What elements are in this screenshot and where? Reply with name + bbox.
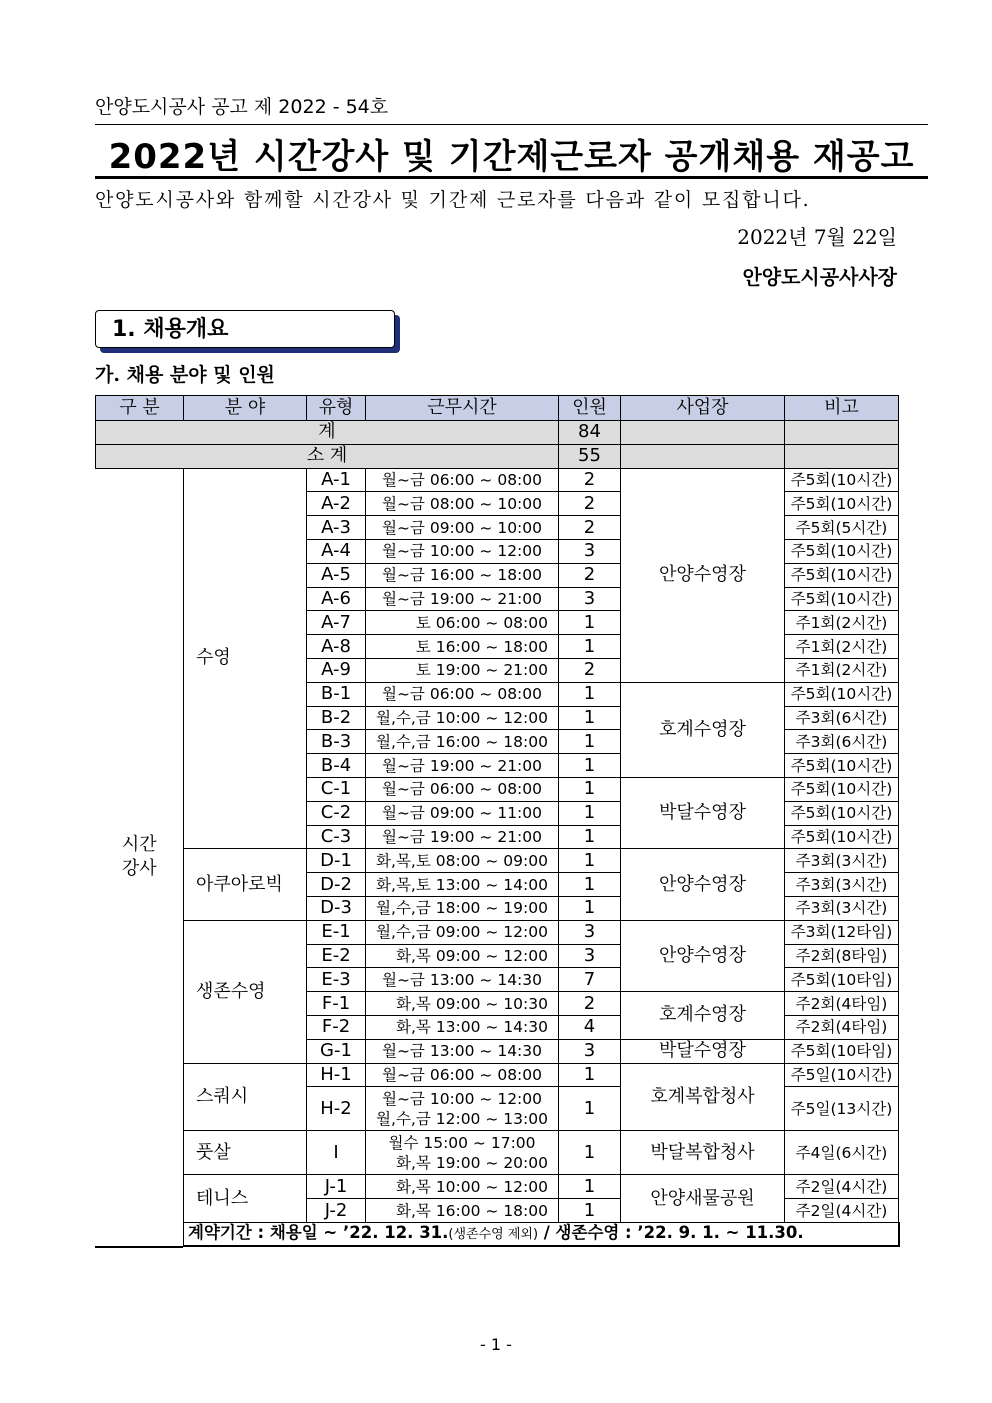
site-cell: 호계수영장 xyxy=(621,992,785,1040)
note-cell: 주3회(3시간) xyxy=(785,849,899,873)
top-rule xyxy=(95,124,928,125)
subtotal-label: 소 계 xyxy=(96,444,559,468)
count-cell: 1 xyxy=(559,682,621,706)
intro-text: 안양도시공사와 함께할 시간강사 및 기간제 근로자를 다음과 같이 모집합니다. xyxy=(95,189,811,211)
note-cell: 주3회(3시간) xyxy=(785,896,899,920)
note-cell: 주2회(8타임) xyxy=(785,944,899,968)
site-cell: 호계수영장 xyxy=(621,682,785,777)
time-line: 화,목 19:00 ~ 20:00 xyxy=(396,1153,548,1172)
recruitment-table xyxy=(95,395,900,1247)
count-cell: 7 xyxy=(559,968,621,992)
title-rule xyxy=(95,176,928,179)
time-cell: 월,수,금 18:00 ~ 19:00 xyxy=(366,896,559,920)
signer: 안양도시공사사장 xyxy=(742,265,897,289)
contract-period xyxy=(184,1222,899,1246)
type-cell: J-2 xyxy=(307,1199,366,1223)
note-cell: 주3회(3시간) xyxy=(785,873,899,897)
note-cell: 주5회(10시간) xyxy=(785,777,899,801)
site-cell: 안양수영장 xyxy=(621,468,785,682)
field-swim: 수영 xyxy=(184,468,307,849)
header-cell: 구 분 xyxy=(96,396,184,421)
count-cell: 2 xyxy=(559,468,621,492)
notice-number: 안양도시공사 공고 제 2022 - 54호 xyxy=(95,96,389,118)
time-cell: 월~금 06:00 ~ 08:00 xyxy=(366,682,559,706)
count-cell: 1 xyxy=(559,611,621,635)
time-cell: 월~금 19:00 ~ 21:00 xyxy=(366,754,559,778)
time-cell: 월~금 16:00 ~ 18:00 xyxy=(366,563,559,587)
site-cell: 안양새물공원 xyxy=(621,1175,785,1223)
type-cell: C-2 xyxy=(307,801,366,825)
field-aerobic: 아쿠아로빅 xyxy=(184,849,307,920)
header-cell: 유형 xyxy=(307,396,366,421)
type-cell: B-4 xyxy=(307,754,366,778)
empty-cell xyxy=(785,421,899,445)
note-cell: 주5회(10시간) xyxy=(785,492,899,516)
site-cell: 안양수영장 xyxy=(621,849,785,920)
type-cell: E-3 xyxy=(307,968,366,992)
time-cell xyxy=(366,1087,559,1131)
time-cell: 월~금 06:00 ~ 08:00 xyxy=(366,1063,559,1087)
table-row xyxy=(96,468,899,492)
type-cell: A-2 xyxy=(307,492,366,516)
header-cell: 비고 xyxy=(785,396,899,421)
note-cell: 주5회(10시간) xyxy=(785,539,899,563)
header-cell: 인원 xyxy=(559,396,621,421)
time-cell: 화,목 09:00 ~ 10:30 xyxy=(366,992,559,1016)
time-cell: 월~금 08:00 ~ 10:00 xyxy=(366,492,559,516)
count-cell: 1 xyxy=(559,635,621,659)
header-cell: 근무시간 xyxy=(366,396,559,421)
time-cell: 화,목,토 08:00 ~ 09:00 xyxy=(366,849,559,873)
count-cell: 3 xyxy=(559,539,621,563)
note-cell: 주1회(2시간) xyxy=(785,658,899,682)
table-row xyxy=(96,1131,899,1175)
time-cell: 화,목 13:00 ~ 14:30 xyxy=(366,1015,559,1039)
note-cell: 주2회(4타임) xyxy=(785,992,899,1016)
time-cell: 월~금 19:00 ~ 21:00 xyxy=(366,587,559,611)
count-cell: 2 xyxy=(559,992,621,1016)
note-cell: 주5회(10시간) xyxy=(785,682,899,706)
time-cell: 월~금 19:00 ~ 21:00 xyxy=(366,825,559,849)
time-cell: 월~금 13:00 ~ 14:30 xyxy=(366,968,559,992)
contract-text: 계약기간 : 채용일 ~ ’22. 12. 31. xyxy=(188,1223,449,1243)
field-squash: 스쿼시 xyxy=(184,1063,307,1131)
count-cell: 1 xyxy=(559,1063,621,1087)
note-cell: 주3회(6시간) xyxy=(785,730,899,754)
type-cell: F-1 xyxy=(307,992,366,1016)
note-cell: 주5회(10시간) xyxy=(785,825,899,849)
count-cell: 2 xyxy=(559,492,621,516)
total-label: 계 xyxy=(96,421,559,445)
count-cell: 1 xyxy=(559,1199,621,1223)
count-cell: 1 xyxy=(559,1131,621,1175)
subtotal-row xyxy=(96,444,899,468)
time-cell: 월~금 06:00 ~ 08:00 xyxy=(366,468,559,492)
table-row xyxy=(96,1063,899,1087)
notice-date: 2022년 7월 22일 xyxy=(737,225,897,249)
site-cell: 박달수영장 xyxy=(621,1039,785,1063)
time-cell: 월~금 10:00 ~ 12:00 xyxy=(366,539,559,563)
type-cell: F-2 xyxy=(307,1015,366,1039)
count-cell: 1 xyxy=(559,706,621,730)
field-tennis: 테니스 xyxy=(184,1175,307,1223)
count-cell: 2 xyxy=(559,516,621,540)
type-cell: H-1 xyxy=(307,1063,366,1087)
time-cell: 화,목 16:00 ~ 18:00 xyxy=(366,1199,559,1223)
header-cell: 분 야 xyxy=(184,396,307,421)
category-cell xyxy=(96,468,184,1246)
count-cell: 1 xyxy=(559,873,621,897)
time-cell: 토 06:00 ~ 08:00 xyxy=(366,611,559,635)
empty-cell xyxy=(621,444,785,468)
type-cell: A-1 xyxy=(307,468,366,492)
type-cell: B-3 xyxy=(307,730,366,754)
count-cell: 1 xyxy=(559,730,621,754)
type-cell: A-4 xyxy=(307,539,366,563)
note-cell: 주5회(10타임) xyxy=(785,1039,899,1063)
count-cell: 1 xyxy=(559,825,621,849)
time-cell xyxy=(366,1131,559,1175)
page-number: - 1 - xyxy=(480,1335,512,1354)
table-header-row xyxy=(96,396,899,421)
note-cell: 주5일(13시간) xyxy=(785,1087,899,1131)
note-cell: 주5회(10시간) xyxy=(785,801,899,825)
type-cell: A-7 xyxy=(307,611,366,635)
time-cell: 월,수,금 16:00 ~ 18:00 xyxy=(366,730,559,754)
time-cell: 화,목,토 13:00 ~ 14:00 xyxy=(366,873,559,897)
type-cell: E-1 xyxy=(307,920,366,944)
section-title: 1. 채용개요 xyxy=(95,310,395,348)
total-count: 84 xyxy=(559,421,621,445)
count-cell: 2 xyxy=(559,563,621,587)
time-line: 월수 15:00 ~ 17:00 xyxy=(388,1133,536,1152)
count-cell: 1 xyxy=(559,1175,621,1199)
count-cell: 3 xyxy=(559,1039,621,1063)
time-cell: 월~금 09:00 ~ 10:00 xyxy=(366,516,559,540)
site-cell: 안양수영장 xyxy=(621,920,785,991)
note-cell: 주2일(4시간) xyxy=(785,1199,899,1223)
note-cell: 주5회(10시간) xyxy=(785,587,899,611)
type-cell: A-9 xyxy=(307,658,366,682)
time-cell: 월,수,금 10:00 ~ 12:00 xyxy=(366,706,559,730)
type-cell: B-1 xyxy=(307,682,366,706)
type-cell: D-1 xyxy=(307,849,366,873)
note-cell: 주5회(10시간) xyxy=(785,563,899,587)
table-bottom-line xyxy=(95,1246,183,1248)
count-cell: 1 xyxy=(559,849,621,873)
contract-survival: / 생존수영 : ’22. 9. 1. ~ 11.30. xyxy=(538,1223,804,1243)
count-cell: 3 xyxy=(559,920,621,944)
count-cell: 2 xyxy=(559,658,621,682)
type-cell: A-3 xyxy=(307,516,366,540)
table-row xyxy=(96,1175,899,1199)
field-survival: 생존수영 xyxy=(184,920,307,1063)
note-cell: 주3회(6시간) xyxy=(785,706,899,730)
time-line: 월~금 10:00 ~ 12:00 xyxy=(381,1089,543,1108)
type-cell: D-3 xyxy=(307,896,366,920)
type-cell: H-2 xyxy=(307,1087,366,1131)
field-futsal: 풋살 xyxy=(184,1131,307,1175)
note-cell: 주5회(10타임) xyxy=(785,968,899,992)
count-cell: 1 xyxy=(559,777,621,801)
type-cell: I xyxy=(307,1131,366,1175)
type-cell: J-1 xyxy=(307,1175,366,1199)
contract-exception: (생존수영 제외) xyxy=(448,1227,539,1243)
time-cell: 토 19:00 ~ 21:00 xyxy=(366,658,559,682)
time-cell: 토 16:00 ~ 18:00 xyxy=(366,635,559,659)
header-cell: 사업장 xyxy=(621,396,785,421)
time-cell: 월~금 09:00 ~ 11:00 xyxy=(366,801,559,825)
note-cell: 주5일(10시간) xyxy=(785,1063,899,1087)
note-cell: 주2일(4시간) xyxy=(785,1175,899,1199)
time-cell: 화,목 10:00 ~ 12:00 xyxy=(366,1175,559,1199)
time-line: 월,수,금 12:00 ~ 13:00 xyxy=(376,1109,548,1128)
type-cell: B-2 xyxy=(307,706,366,730)
note-cell: 주5회(10시간) xyxy=(785,468,899,492)
count-cell: 1 xyxy=(559,754,621,778)
type-cell: C-1 xyxy=(307,777,366,801)
time-cell: 화,목 09:00 ~ 12:00 xyxy=(366,944,559,968)
count-cell: 1 xyxy=(559,896,621,920)
total-row xyxy=(96,421,899,445)
note-cell: 주5회(10시간) xyxy=(785,754,899,778)
type-cell: C-3 xyxy=(307,825,366,849)
count-cell: 1 xyxy=(559,801,621,825)
note-cell: 주2회(4타임) xyxy=(785,1015,899,1039)
section-subtitle: 가. 채용 분야 및 인원 xyxy=(95,364,275,386)
empty-cell xyxy=(785,444,899,468)
type-cell: D-2 xyxy=(307,873,366,897)
table-row xyxy=(96,920,899,944)
count-cell: 1 xyxy=(559,1087,621,1131)
table-row xyxy=(96,849,899,873)
time-cell: 월~금 06:00 ~ 08:00 xyxy=(366,777,559,801)
subtotal-count: 55 xyxy=(559,444,621,468)
contract-row xyxy=(96,1222,899,1246)
type-cell: A-8 xyxy=(307,635,366,659)
note-cell: 주1회(2시간) xyxy=(785,635,899,659)
count-cell: 4 xyxy=(559,1015,621,1039)
site-cell: 박달수영장 xyxy=(621,777,785,848)
note-cell: 주1회(2시간) xyxy=(785,611,899,635)
count-cell: 3 xyxy=(559,944,621,968)
empty-cell xyxy=(621,421,785,445)
time-cell: 월,수,금 09:00 ~ 12:00 xyxy=(366,920,559,944)
note-cell: 주5회(5시간) xyxy=(785,516,899,540)
type-cell: E-2 xyxy=(307,944,366,968)
type-cell: G-1 xyxy=(307,1039,366,1063)
page-title: 2022년 시간강사 및 기간제근로자 공개채용 재공고 xyxy=(108,137,915,177)
category-label: 시간 강사 xyxy=(121,834,157,880)
count-cell: 3 xyxy=(559,587,621,611)
type-cell: A-6 xyxy=(307,587,366,611)
site-cell: 박달복합청사 xyxy=(621,1131,785,1175)
type-cell: A-5 xyxy=(307,563,366,587)
note-cell: 주4일(6시간) xyxy=(785,1131,899,1175)
time-cell: 월~금 13:00 ~ 14:30 xyxy=(366,1039,559,1063)
note-cell: 주3회(12타임) xyxy=(785,920,899,944)
site-cell: 호계복합청사 xyxy=(621,1063,785,1131)
